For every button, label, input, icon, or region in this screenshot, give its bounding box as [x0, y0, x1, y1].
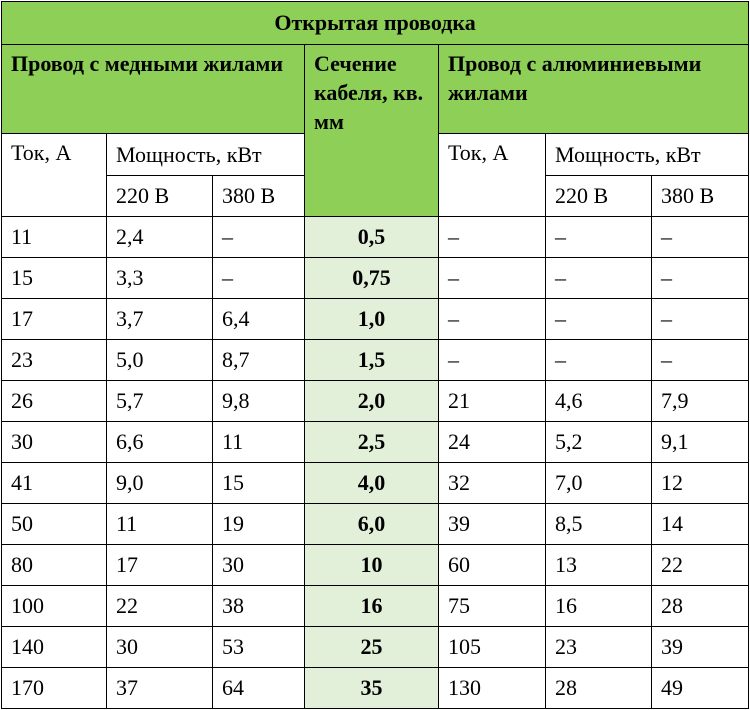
aluminum-220-cell: –: [546, 340, 652, 381]
copper-power-header: Мощность, кВт: [107, 134, 305, 176]
aluminum-380-cell: –: [652, 217, 749, 258]
copper-220-cell: 5,7: [107, 381, 213, 422]
aluminum-current-cell: –: [439, 217, 546, 258]
aluminum-220-cell: 4,6: [546, 381, 652, 422]
copper-220-cell: 17: [107, 545, 213, 586]
copper-220-cell: 37: [107, 668, 213, 709]
aluminum-380-header: 380 В: [652, 176, 749, 217]
copper-380-cell: 6,4: [213, 299, 305, 340]
copper-380-cell: 15: [213, 463, 305, 504]
aluminum-380-cell: 28: [652, 586, 749, 627]
copper-380-cell: 19: [213, 504, 305, 545]
copper-380-cell: –: [213, 217, 305, 258]
aluminum-220-cell: 5,2: [546, 422, 652, 463]
aluminum-220-cell: –: [546, 217, 652, 258]
aluminum-group-header: Провод с алюминиевыми жилами: [439, 45, 749, 134]
copper-380-cell: 30: [213, 545, 305, 586]
copper-220-header: 220 В: [107, 176, 213, 217]
copper-380-cell: 11: [213, 422, 305, 463]
copper-220-cell: 30: [107, 627, 213, 668]
table-title: Открытая проводка: [2, 2, 749, 45]
section-cell: 10: [305, 545, 439, 586]
copper-220-cell: 6,6: [107, 422, 213, 463]
copper-380-cell: 38: [213, 586, 305, 627]
aluminum-current-cell: 32: [439, 463, 546, 504]
aluminum-220-cell: –: [546, 299, 652, 340]
table-row: [2, 668, 749, 709]
aluminum-power-header: Мощность, кВт: [546, 134, 749, 176]
aluminum-220-cell: 8,5: [546, 504, 652, 545]
copper-current-cell: 80: [2, 545, 107, 586]
copper-current-cell: 15: [2, 258, 107, 299]
copper-220-cell: 5,0: [107, 340, 213, 381]
aluminum-380-cell: –: [652, 299, 749, 340]
aluminum-380-cell: 14: [652, 504, 749, 545]
copper-220-cell: 2,4: [107, 217, 213, 258]
table-row: [2, 340, 749, 381]
aluminum-220-cell: 23: [546, 627, 652, 668]
aluminum-220-cell: –: [546, 258, 652, 299]
copper-current-cell: 23: [2, 340, 107, 381]
copper-current-cell: 11: [2, 217, 107, 258]
table-row: [2, 381, 749, 422]
section-cell: 2,0: [305, 381, 439, 422]
copper-380-cell: 53: [213, 627, 305, 668]
copper-220-cell: 3,7: [107, 299, 213, 340]
aluminum-current-cell: –: [439, 258, 546, 299]
aluminum-current-cell: 75: [439, 586, 546, 627]
aluminum-current-cell: –: [439, 299, 546, 340]
copper-380-cell: 64: [213, 668, 305, 709]
aluminum-380-cell: 39: [652, 627, 749, 668]
aluminum-220-header: 220 В: [546, 176, 652, 217]
table-row: [2, 545, 749, 586]
section-cell: 16: [305, 586, 439, 627]
aluminum-current-cell: 105: [439, 627, 546, 668]
copper-current-cell: 41: [2, 463, 107, 504]
group-header-row: [2, 45, 749, 134]
copper-380-cell: –: [213, 258, 305, 299]
copper-220-cell: 11: [107, 504, 213, 545]
copper-380-header: 380 В: [213, 176, 305, 217]
aluminum-current-header: Ток, А: [439, 134, 546, 217]
copper-220-cell: 3,3: [107, 258, 213, 299]
aluminum-current-cell: 24: [439, 422, 546, 463]
copper-current-cell: 50: [2, 504, 107, 545]
aluminum-current-cell: 130: [439, 668, 546, 709]
section-cell: 4,0: [305, 463, 439, 504]
copper-current-cell: 100: [2, 586, 107, 627]
wiring-table: [1, 1, 749, 709]
section-cell: 1,5: [305, 340, 439, 381]
aluminum-380-cell: 9,1: [652, 422, 749, 463]
aluminum-380-cell: –: [652, 340, 749, 381]
table-row: [2, 422, 749, 463]
title-row: [2, 2, 749, 45]
aluminum-380-cell: 7,9: [652, 381, 749, 422]
section-cell: 1,0: [305, 299, 439, 340]
aluminum-current-cell: 21: [439, 381, 546, 422]
copper-380-cell: 8,7: [213, 340, 305, 381]
section-cell: 2,5: [305, 422, 439, 463]
aluminum-220-cell: 13: [546, 545, 652, 586]
aluminum-current-cell: 60: [439, 545, 546, 586]
copper-current-cell: 140: [2, 627, 107, 668]
table-row: [2, 504, 749, 545]
section-cell: 35: [305, 668, 439, 709]
section-header: Сечение кабеля, кв. мм: [305, 45, 439, 217]
aluminum-220-cell: 28: [546, 668, 652, 709]
copper-220-cell: 9,0: [107, 463, 213, 504]
copper-380-cell: 9,8: [213, 381, 305, 422]
table-row: [2, 627, 749, 668]
section-cell: 25: [305, 627, 439, 668]
section-cell: 6,0: [305, 504, 439, 545]
copper-220-cell: 22: [107, 586, 213, 627]
table-row: [2, 299, 749, 340]
copper-current-header: Ток, А: [2, 134, 107, 217]
aluminum-220-cell: 7,0: [546, 463, 652, 504]
table-row: [2, 463, 749, 504]
aluminum-380-cell: 12: [652, 463, 749, 504]
table-row: [2, 217, 749, 258]
copper-current-cell: 17: [2, 299, 107, 340]
aluminum-380-cell: 22: [652, 545, 749, 586]
aluminum-380-cell: –: [652, 258, 749, 299]
aluminum-220-cell: 16: [546, 586, 652, 627]
table-row: [2, 258, 749, 299]
aluminum-380-cell: 49: [652, 668, 749, 709]
copper-current-cell: 26: [2, 381, 107, 422]
aluminum-current-cell: –: [439, 340, 546, 381]
copper-current-cell: 30: [2, 422, 107, 463]
copper-current-cell: 170: [2, 668, 107, 709]
table-row: [2, 586, 749, 627]
section-cell: 0,75: [305, 258, 439, 299]
copper-group-header: Провод с медными жилами: [2, 45, 305, 134]
section-cell: 0,5: [305, 217, 439, 258]
aluminum-current-cell: 39: [439, 504, 546, 545]
